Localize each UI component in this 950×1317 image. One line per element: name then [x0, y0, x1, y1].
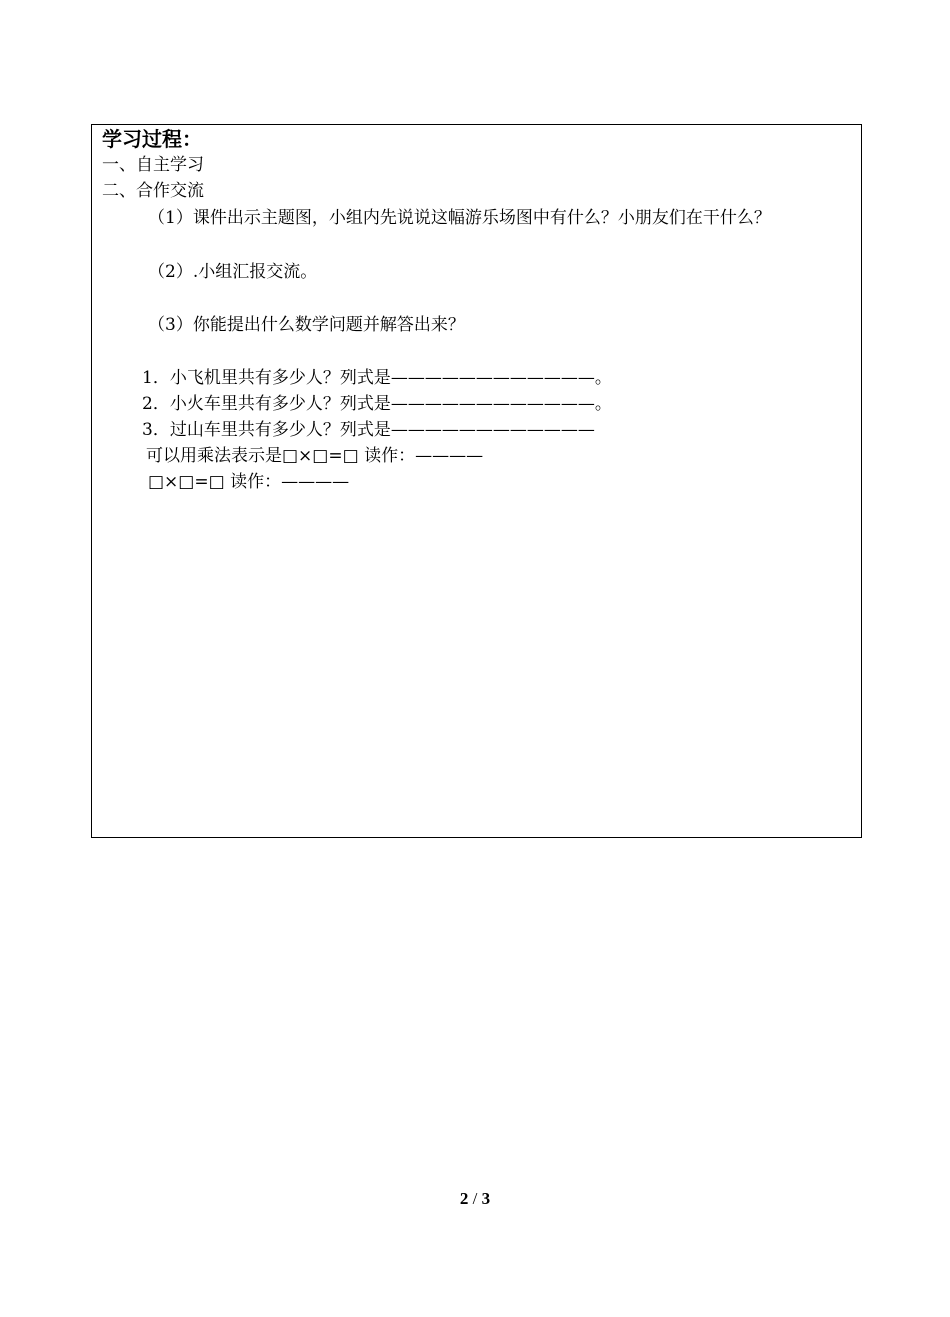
page-separator: / [468, 1189, 482, 1208]
page-current: 2 [459, 1189, 469, 1208]
question-1: 1．小飞机里共有多少人？列式是————————————。 [142, 368, 612, 388]
item-self-study: 一、自主学习 [102, 155, 204, 175]
section-title: 学习过程： [102, 127, 202, 151]
item-cooperation: 二、合作交流 [102, 181, 204, 201]
multiplication-line-1: 可以用乘法表示是□×□=□ 读作：———— [146, 446, 484, 466]
content-box [91, 124, 862, 838]
question-3: 3．过山车里共有多少人？列式是———————————— [142, 420, 595, 440]
page-total: 3 [481, 1189, 491, 1208]
question-2: 2．小火车里共有多少人？列式是————————————。 [142, 394, 612, 414]
step-2-text: （2）.小组汇报交流。 [148, 262, 318, 282]
page-number [0, 1188, 950, 1210]
step-1-text: （1）课件出示主题图，小组内先说说这幅游乐场图中有什么？小朋友们在干什么？ [148, 208, 771, 228]
step-3-text: （3）你能提出什么数学问题并解答出来？ [148, 315, 465, 335]
multiplication-line-2: □×□=□ 读作：———— [148, 472, 350, 492]
